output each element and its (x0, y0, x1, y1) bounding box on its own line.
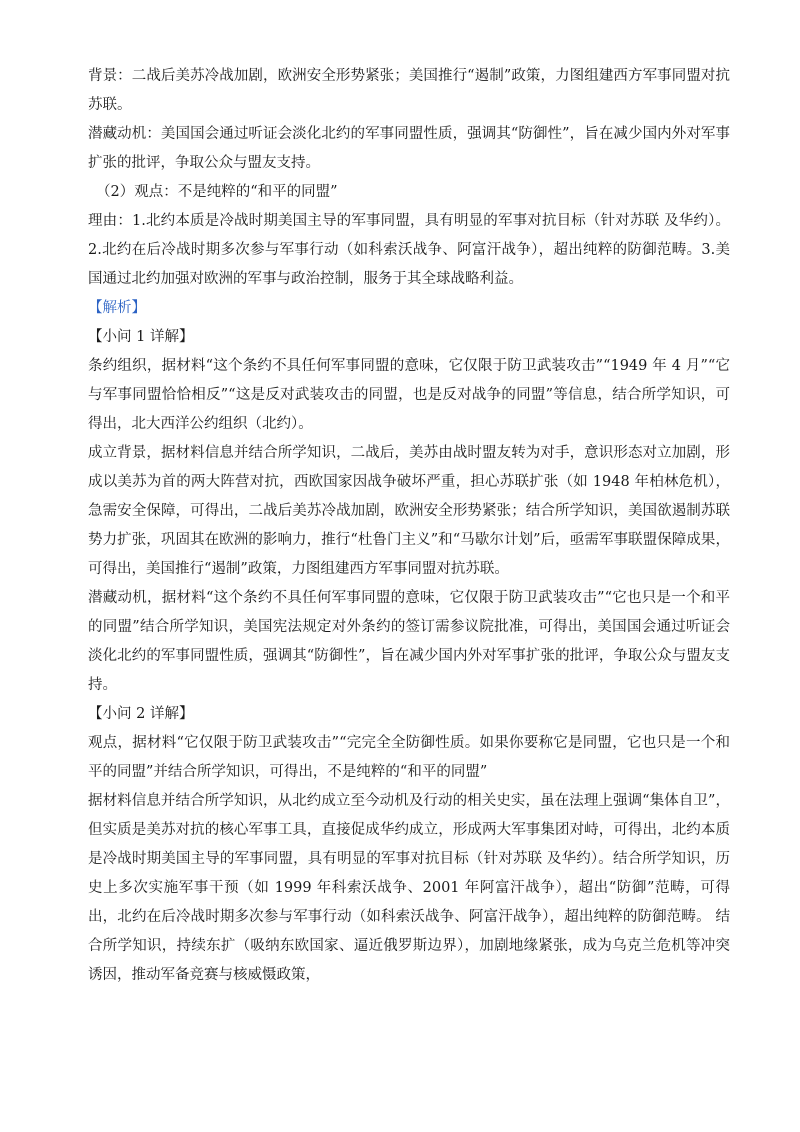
subquestion-2-heading: 【小问 2 详解】 (88, 706, 194, 722)
document-page (88, 62, 730, 990)
paragraph-hidden-motive-analysis: 潜藏动机，据材料“这个条约不具任何军事同盟的意味，它仅限于防卫武装攻击”“它也只是一个和平的同盟”结合所学知识，美国宪法规定对外条约的签订需参议院批准，可得出，美国国会通过听证会淡化北约的军事同盟性质，强调其“防御性”，旨在减少国内外对军事扩张的批评，争取公众与盟友支持。 (88, 590, 730, 693)
paragraph-viewpoint-2: （2）观点：不是纯粹的“和平的同盟” (96, 184, 338, 200)
subquestion-1-heading: 【小问 1 详解】 (88, 329, 194, 345)
paragraph-evidence-analysis: 据材料信息并结合所学知识，从北约成立至今动机及行动的相关史实，虽在法理上强调“集体自卫”，但实质是美苏对抗的核心军事工具，直接促成华约成立，形成两大军事集团对峙，可得出，北约本质是冷战时期美国主导的军事同盟，具有明显的军事对抗目标（针对苏联 及华约）。结合所学知识，历史上多次实施军事干预（如 1999 年科索沃战争、2001 年阿富汗战争），超出“防御”范畴，可得出，北约在后冷战时期多次参与军事行动（如科索沃战争、阿富汗战争），超出纯粹的防御范畴。 结合所学知识，持续东扩（吸纳东欧国家、逼近俄罗斯边界），加剧地缘紧张，成为乌克兰危机等冲突诱因，推动军备竞赛与核威慑政策， (88, 793, 730, 983)
paragraph-hidden-motive: 潜藏动机：美国国会通过听证会淡化北约的军事同盟性质，强调其“防御性”，旨在减少国内外对军事扩张的批评，争取公众与盟友支持。 (88, 126, 730, 171)
paragraph-viewpoint-analysis: 观点，据材料“它仅限于防卫武装攻击”“完完全全防御性质。如果你要称它是同盟，它也只是一个和平的同盟”并结合所学知识，可得出，不是纯粹的“和平的同盟” (88, 735, 730, 780)
analysis-heading: 【解析】 (88, 300, 146, 316)
paragraph-background: 背景：二战后美苏冷战加剧，欧洲安全形势紧张；美国推行“遏制”政策，力图组建西方军事同盟对抗苏联。 (88, 68, 730, 113)
paragraph-reasons: 理由：1.北约本质是冷战时期美国主导的军事同盟，具有明显的军事对抗目标（针对苏联 及华约）。2.北约在后冷战时期多次参与军事行动（如科索沃战争、阿富汗战争），超出纯粹的防御范畴。3.美国通过北约加强对欧洲的军事与政治控制，服务于其全球战略利益。 (88, 213, 730, 287)
paragraph-treaty-org: 条约组织，据材料“这个条约不具任何军事同盟的意味，它仅限于防卫武装攻击”“1949 年 4 月”“它与军事同盟恰恰相反”“这是反对武装攻击的同盟，也是反对战争的同盟”等信息，结合所学知识，可得出，北大西洋公约组织（北约）。 (88, 358, 730, 432)
paragraph-founding-background: 成立背景，据材料信息并结合所学知识，二战后，美苏由战时盟友转为对手，意识形态对立加剧，形成以美苏为首的两大阵营对抗，西欧国家因战争破坏严重，担心苏联扩张（如 1948 年柏林危机），急需安全保障，可得出，二战后美苏冷战加剧，欧洲安全形势紧张；结合所学知识，美国欲遏制苏联势力扩张，巩固其在欧洲的影响力，推行“杜鲁门主义”和“马歇尔计划”后，亟需军事联盟保障成果，可得出，美国推行“遏制”政策，力图组建西方军事同盟对抗苏联。 (88, 445, 730, 577)
